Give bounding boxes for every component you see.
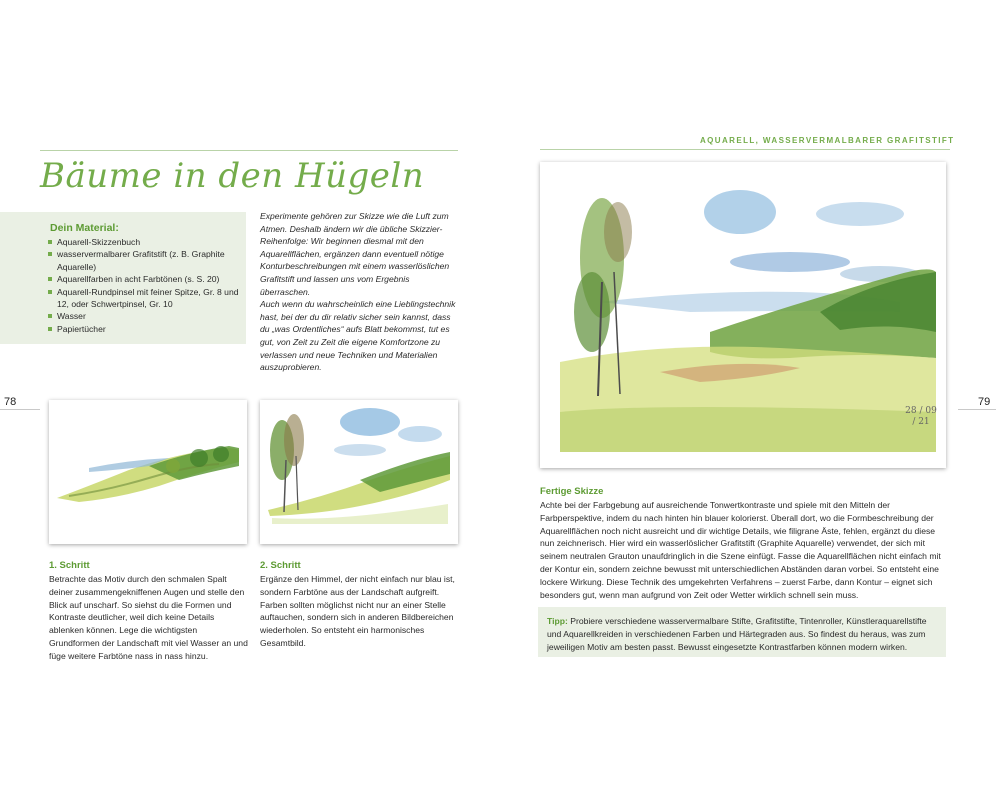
page-number-left: 78 <box>4 396 17 408</box>
step-heading: 1. Schritt <box>49 560 90 571</box>
top-rule-right <box>540 149 950 150</box>
date-signature: 28 / 09 / 21 <box>905 406 937 427</box>
finished-watercolor-illustration <box>540 162 946 468</box>
step1-watercolor-illustration <box>49 400 247 544</box>
tip-label: Tipp: <box>547 616 568 626</box>
page-title: Bäume in den Hügeln <box>40 156 425 196</box>
step1-painting <box>49 400 247 544</box>
material-item: Aquarell-Rundpinsel mit feiner Spitze, Gr. 8 und 12, oder Schwertpinsel, Gr. 10 <box>48 286 244 311</box>
page-number-rule-right <box>958 409 996 410</box>
material-box <box>0 212 246 344</box>
material-heading: Dein Material: <box>50 222 119 234</box>
material-item: Aquarellfarben in acht Farbtönen (s. S. 20) <box>48 273 244 285</box>
top-rule-left <box>40 150 458 151</box>
tip-body: Probiere verschiedene wasservermalbare Stifte, Grafitstifte, Tintenroller, Künstleraquarellstifte und Aquarellkreiden in verschiedenen Farben und Härtegraden aus. So findest du heraus, was zum jeweiligen Motiv am besten passt. Bewusst eingesetzte Kontrastfarben können modern wirken. <box>547 616 927 652</box>
tip-box <box>538 607 946 657</box>
step2-painting <box>260 400 458 544</box>
page-number-right: 79 <box>978 396 991 408</box>
step-2 <box>260 560 458 650</box>
step-1 <box>49 560 249 663</box>
step-text: Ergänze den Himmel, der nicht einfach nur blau ist, sondern Farbtöne aus der Landschaft aufgreift. Farben sollten möglichst nicht nur an einer Stelle auftauchen, sondern sich in anderen Bildbereichen wiederholen. So entsteht ein harmonisches Gesamtbild. <box>260 574 455 648</box>
material-item: Wasser <box>48 310 244 322</box>
material-item: Papiertücher <box>48 323 244 335</box>
finished-text: Achte bei der Farbgebung auf ausreichende Tonwertkontraste und spiele mit den Mitteln der Farbperspektive, indem du nach hinten hin blauer kolorierst. Überall dort, wo die Formbeschreibung der Aquarellflächen noch nicht ausreicht und dir wichtige Details, wie filigrane Äste, fehlen, ergänzt du diese nun zeichnerisch. Hier wird ein wasserlöslicher Grafitstift (Graphite Aquarelle) verwendet, der sich mit seinem neutralen Grauton unaufdringlich in die Szene einfügt. Fasse die Aquarellflächen nicht einfach mit der Kontur ein, sondern zeichne bewusst mit unterschiedlichen Abständen daran vorbei. So entsteht eine lockere Wirkung. Diese Technik des umgekehrten Verfahrens – zuerst Farbe, dann Kontur – eignet sich besonders gut, wenn man aufgrund von Zeit oder Wetter wirklich schnell sein muss. <box>540 500 941 600</box>
finished-painting <box>540 162 946 468</box>
intro-paragraph: Auch wenn du wahrscheinlich eine Lieblingstechnik hast, bei der du dir relativ sicher sein kannst, dass du „was Ordentliches“ aufs Blatt bekommst, tut es gut, von Zeit zu Zeit die eigene Komfortzone zu verlassen und neue Techniken und Materialien auszuprobieren. <box>260 299 456 373</box>
step-heading: 2. Schritt <box>260 560 301 571</box>
material-list <box>48 236 244 335</box>
section-header: AQUARELL, WASSERVERMALBARER GRAFITSTIFT <box>700 136 955 145</box>
material-item: wasservermalbarer Grafitstift (z. B. Graphite Aquarelle) <box>48 248 244 273</box>
finished-heading: Fertige Skizze <box>540 486 604 497</box>
step-text: Betrachte das Motiv durch den schmalen Spalt deiner zusammengekniffenen Augen und stelle den Blick auf unscharf. So siehst du die Formen und Kontraste deutlicher, weil dich keine Details ablenken können. Lege die wichtigsten Grundformen der Landschaft mit viel Wasser an und füge weitere Farbtöne nass in nass hinzu. <box>49 574 248 661</box>
material-item: Aquarell-Skizzenbuch <box>48 236 244 248</box>
step2-watercolor-illustration <box>260 400 458 544</box>
intro-text <box>260 210 460 374</box>
page-number-rule-left <box>0 409 40 410</box>
tip-text <box>547 615 939 654</box>
finished-sketch-section <box>540 486 950 601</box>
intro-paragraph: Experimente gehören zur Skizze wie die Luft zum Atmen. Deshalb ändern wir die übliche Skizzier-Reihenfolge: Wir beginnen diesmal mit den Aquarellflächen, ergänzen dann eventuell nötige Konturbeschreibungen mit einem wasserlöslichen Grafitstift und lassen uns vom Ergebnis überraschen. <box>260 211 450 297</box>
